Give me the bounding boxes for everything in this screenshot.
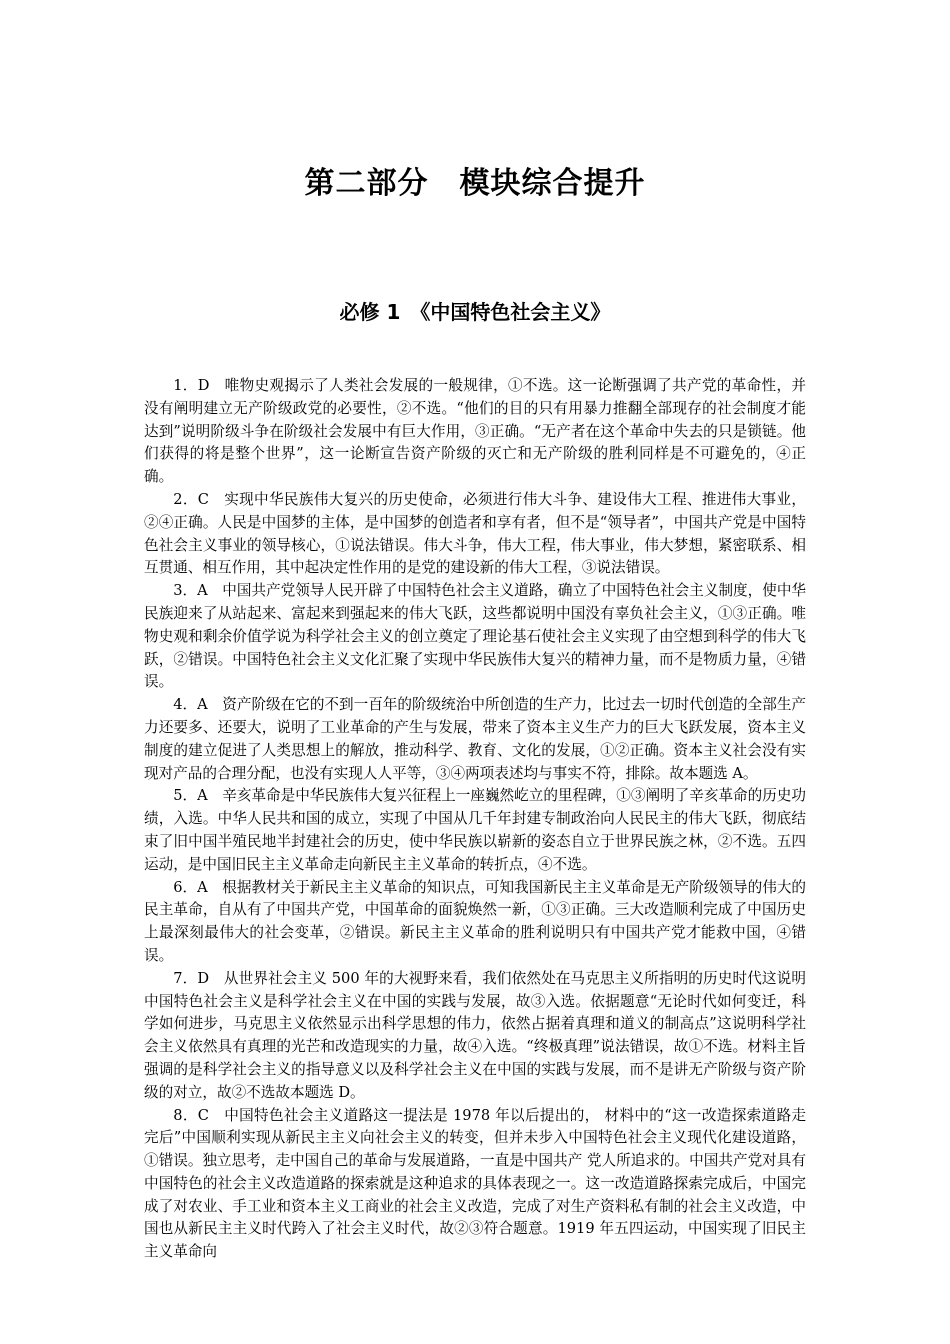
answer-option: D bbox=[197, 969, 210, 987]
answer-option: A bbox=[197, 787, 208, 805]
answer-number: 3 bbox=[173, 582, 183, 600]
part-title: 第二部分 模块综合提升 bbox=[304, 166, 646, 201]
answer-text: 唯物史观揭示了人类社会发展的一般规律，①不选。这一论断强调了共产党的革命性，并没有阐明建立无产阶级政党的必要性，②不选。“他们的目的只有用暴力推翻全部现存的社会制度才能达到”说明阶级斗争在阶级社会发展中有巨大作用，③正确。“无产者在这个革命中失去的只是锁链。他们获得的将是整个世界”，这一论断宣告资产阶级的灭亡和无产阶级的胜利同样是不可避免的，④正确。 bbox=[144, 377, 806, 486]
answer-item: 6．A 根据教材关于新民主主义革命的知识点，可知我国新民主主义革命是无产阶级领导的伟大的民主革命，自从有了中国共产党，中国革命的面貌焕然一新，①③正确。三大改造顺利完成了中国历史上最深刻最伟大的社会变革，②错误。新民主主义革命的胜利说明只有中国共产党才能救中国，④错误。 bbox=[144, 878, 807, 964]
answer-number: 7 bbox=[173, 969, 183, 987]
answer-number: 1 bbox=[173, 377, 183, 394]
answer-number: 2 bbox=[173, 490, 183, 508]
answer-text: 中国特色社会主义道路这一提法是 1978 年以后提出的， 材料中的“这一改造探索道路走完后”中国顺利实现从新民主主义向社会主义的转变，但并未步入中国特色社会主义现代化建设道路，①错误。独立思考，走中国自己的革命与发展道路，一直是中国共产 党人所追求的。中国共产党对具有中国特色的社会主义改造道路的探索就是这种追求的具体表现之一。这一改造道路探索完成后，中国完成了对农业、手工业和资本主义工商业的社会主义改造，完成了对生产资料私有制的社会主义改造，中国也从新民主主义时代跨入了社会主义时代，故②③符合题意。1919 年五四运动，中国实现了旧民主主义革命向 bbox=[144, 1106, 806, 1261]
answer-number: 4 bbox=[173, 696, 183, 714]
answer-item: 3．A 中国共产党领导人民开辟了中国特色社会主义道路，确立了中国特色社会主义制度，使中华民族迎来了从站起来、富起来到强起来的伟大飞跃，这些都说明中国没有辜负社会主义，①③正确。唯物史观和剩余价值学说为科学社会主义的创立奠定了理论基石使社会主义实现了由空想到科学的伟大飞跃，②错误。中国特色社会主义文化汇聚了实现中华民族伟大复兴的精神力量，而不是物质力量，④错误。 bbox=[144, 582, 807, 691]
answer-text: 根据教材关于新民主主义革命的知识点，可知我国新民主主义革命是无产阶级领导的伟大的民主革命，自从有了中国共产党，中国革命的面貌焕然一新，①③正确。三大改造顺利完成了中国历史上最深刻最伟大的社会变革，②错误。新民主主义革命的胜利说明只有中国共产党才能救中国，④错误。 bbox=[144, 878, 807, 964]
answer-text: 从世界社会主义 500 年的大视野来看，我们依然处在马克思主义所指明的历史时代这说明中国特色社会主义是科学社会主义在中国的实践与发展，故③入选。依据题意“无论时代如何变迁，科学如何进步，马克思主义依然显示出科学思想的伟力，依然占据着真理和道义的制高点”这说明科学社会主义依然具有真理的光芒和改造现实的力量，故④入选。“终极真理”说法错误，故①不选。材料主旨强调的是科学社会主义的指导意义以及科学社会主义在中国的实践与发展，而不是讲无产阶级与资产阶级的对立，故②不选故本题选 D。 bbox=[144, 969, 806, 1101]
answer-text: 资产阶级在它的不到一百年的阶级统治中所创造的生产力，比过去一切时代创造的全部生产力还要多、还要大，说明了工业革命的产生与发展，带来了资本主义生产力的巨大飞跃发展，资本主义制度的建立促进了人类思想上的解放，推动科学、教育、文化的发展，①②正确。资本主义社会没有实现对产品的合理分配，也没有实现人人平等，③④两项表述均与事实不符，排除。故本题选 A。 bbox=[144, 696, 807, 782]
answer-text: 中国共产党领导人民开辟了中国特色社会主义道路，确立了中国特色社会主义制度，使中华民族迎来了从站起来、富起来到强起来的伟大飞跃，这些都说明中国没有辜负社会主义，①③正确。唯物史观和剩余价值学说为科学社会主义的创立奠定了理论基石使社会主义实现了由空想到科学的伟大飞跃，②错误。中国特色社会主义文化汇聚了实现中华民族伟大复兴的精神力量，而不是物质力量，④错误。 bbox=[144, 582, 807, 691]
module-title: 必修 1 《中国特色社会主义》 bbox=[339, 300, 611, 324]
answer-option: D bbox=[197, 377, 210, 394]
answer-item: 4．A 资产阶级在它的不到一百年的阶级统治中所创造的生产力，比过去一切时代创造的全部生产力还要多、还要大，说明了工业革命的产生与发展，带来了资本主义生产力的巨大飞跃发展，资本主义制度的建立促进了人类思想上的解放，推动科学、教育、文化的发展，①②正确。资本主义社会没有实现对产品的合理分配，也没有实现人人平等，③④两项表述均与事实不符，排除。故本题选 A。 bbox=[144, 696, 807, 782]
answer-item: 5．A 辛亥革命是中华民族伟大复兴征程上一座巍然屹立的里程碑，①③阐明了辛亥革命的历史功绩，入选。中华人民共和国的成立，实现了中国从几千年封建专制政治向人民民主的伟大飞跃，彻底结束了旧中国半殖民地半封建社会的历史，使中华民族以崭新的姿态自立于世界民族之林，②不选。五四运动，是中国旧民主主义革命走向新民主主义革命的转折点，④不选。 bbox=[144, 787, 807, 873]
answer-item: 2．C 实现中华民族伟大复兴的历史使命，必须进行伟大斗争、建设伟大工程、推进伟大事业，②④正确。人民是中国梦的主体，是中国梦的创造者和享有者，但不是“领导者”，中国共产党是中国特色社会主义事业的领导核心，①说法错误。伟大斗争，伟大工程，伟大事业，伟大梦想，紧密联系、相互贯通、相互作用，其中起决定性作用的是党的建设新的伟大工程，③说法错误。 bbox=[144, 490, 806, 577]
answer-number: 5 bbox=[173, 787, 183, 805]
answer-text: 实现中华民族伟大复兴的历史使命，必须进行伟大斗争、建设伟大工程、推进伟大事业，②④正确。人民是中国梦的主体，是中国梦的创造者和享有者，但不是“领导者”，中国共产党是中国特色社会主义事业的领导核心，①说法错误。伟大斗争，伟大工程，伟大事业，伟大梦想，紧密联系、相互贯通、相互作用，其中起决定性作用的是党的建设新的伟大工程，③说法错误。 bbox=[144, 490, 806, 577]
answer-text: 辛亥革命是中华民族伟大复兴征程上一座巍然屹立的里程碑，①③阐明了辛亥革命的历史功绩，入选。中华人民共和国的成立，实现了中国从几千年封建专制政治向人民民主的伟大飞跃，彻底结束了旧中国半殖民地半封建社会的历史，使中华民族以崭新的姿态自立于世界民族之林，②不选。五四运动，是中国旧民主主义革命走向新民主主义革命的转折点，④不选。 bbox=[144, 787, 807, 873]
answer-item: 7．D 从世界社会主义 500 年的大视野来看，我们依然处在马克思主义所指明的历史时代这说明中国特色社会主义是科学社会主义在中国的实践与发展，故③入选。依据题意“无论时代如何变迁，科学如何进步，马克思主义依然显示出科学思想的伟力，依然占据着真理和道义的制高点”这说明科学社会主义依然具有真理的光芒和改造现实的力量，故④入选。“终极真理”说法错误，故①不选。材料主旨强调的是科学社会主义的指导意义以及科学社会主义在中国的实践与发展，而不是讲无产阶级与资产阶级的对立，故②不选故本题选 D。 bbox=[144, 969, 806, 1101]
answer-option: A bbox=[197, 696, 208, 714]
answer-option: A bbox=[197, 582, 208, 600]
answer-item: 1．D 唯物史观揭示了人类社会发展的一般规律，①不选。这一论断强调了共产党的革命性，并没有阐明建立无产阶级政党的必要性，②不选。“他们的目的只有用暴力推翻全部现存的社会制度才能达到”说明阶级斗争在阶级社会发展中有巨大作用，③正确。“无产者在这个革命中失去的只是锁链。他们获得的将是整个世界”，这一论断宣告资产阶级的灭亡和无产阶级的胜利同样是不可避免的，④正确。 bbox=[144, 377, 806, 486]
answer-number: 6 bbox=[173, 878, 183, 896]
answer-item: 8．C 中国特色社会主义道路这一提法是 1978 年以后提出的， 材料中的“这一改造探索道路走完后”中国顺利实现从新民主主义向社会主义的转变，但并未步入中国特色社会主义现代化建设道路，①错误。独立思考，走中国自己的革命与发展道路，一直是中国共产 党人所追求的。中国共产党对具有中国特色的社会主义改造道路的探索就是这种追求的具体表现之一。这一改造道路探索完成后，中国完成了对农业、手工业和资本主义工商业的社会主义改造，完成了对生产资料私有制的社会主义改造，中国也从新民主主义时代跨入了社会主义时代，故②③符合题意。1919 年五四运动，中国实现了旧民主主义革命向 bbox=[144, 1106, 806, 1261]
answer-option: C bbox=[197, 490, 209, 508]
answer-option: A bbox=[197, 878, 208, 896]
answer-number: 8 bbox=[173, 1106, 183, 1124]
answer-option: C bbox=[197, 1106, 209, 1124]
answer-list bbox=[144, 375, 806, 1264]
